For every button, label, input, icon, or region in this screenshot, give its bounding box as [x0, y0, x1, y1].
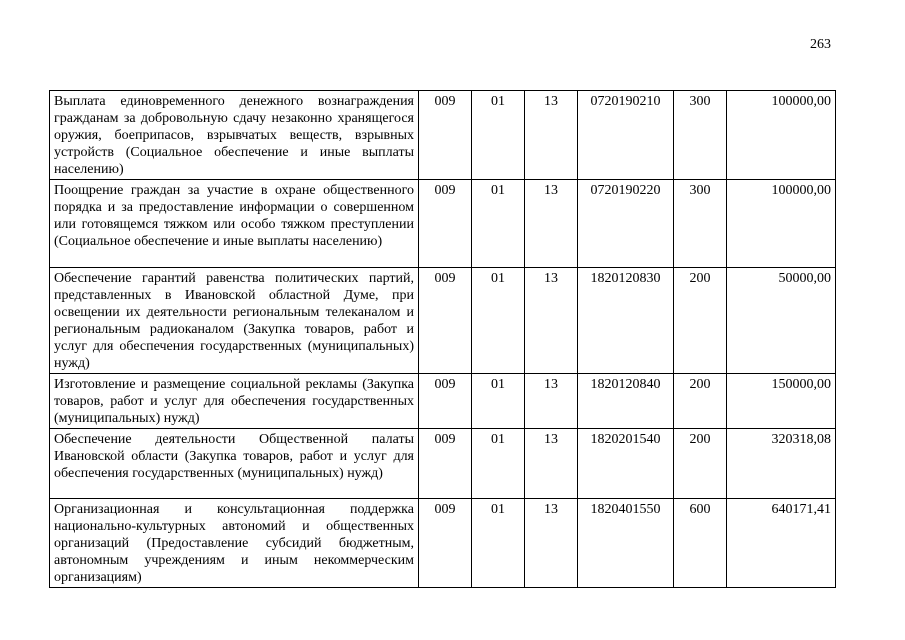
section-code: 01: [472, 374, 525, 429]
expense-type-code: 200: [674, 374, 727, 429]
ministry-code: 009: [419, 429, 472, 499]
budget-table: [49, 90, 836, 588]
table-row: [50, 180, 836, 268]
table-row: [50, 268, 836, 374]
subsection-code: 13: [525, 91, 578, 180]
amount-cell: 320318,08: [727, 429, 836, 499]
expense-type-code: 600: [674, 499, 727, 588]
amount-cell: 100000,00: [727, 180, 836, 268]
target-item-code: 1820201540: [578, 429, 674, 499]
section-code: 01: [472, 499, 525, 588]
amount-cell: 640171,41: [727, 499, 836, 588]
subsection-code: 13: [525, 374, 578, 429]
expense-type-code: 300: [674, 180, 727, 268]
amount-cell: 50000,00: [727, 268, 836, 374]
section-code: 01: [472, 91, 525, 180]
amount-cell: 150000,00: [727, 374, 836, 429]
ministry-code: 009: [419, 374, 472, 429]
table-row: [50, 429, 836, 499]
row-description: Обеспечение деятельности Общественной палаты Ивановской области (Закупка товаров, работ и услуг для обеспечения государственных (муниципальных) нужд): [50, 429, 419, 499]
row-description: Выплата единовременного денежного вознаграждения гражданам за добровольную сдачу незаконно хранящегося оружия, боеприпасов, взрывчатых веществ, взрывных устройств (Социальное обеспечение и иные выплаты населению): [50, 91, 419, 180]
section-code: 01: [472, 429, 525, 499]
table-row: [50, 91, 836, 180]
subsection-code: 13: [525, 180, 578, 268]
page-number: 263: [810, 37, 831, 52]
ministry-code: 009: [419, 268, 472, 374]
section-code: 01: [472, 180, 525, 268]
subsection-code: 13: [525, 268, 578, 374]
section-code: 01: [472, 268, 525, 374]
ministry-code: 009: [419, 91, 472, 180]
expense-type-code: 200: [674, 268, 727, 374]
row-description: Обеспечение гарантий равенства политических партий, представленных в Ивановской областной Думе, при освещении их деятельности региональным телеканалом и региональным радиоканалом (Закупка товаров, работ и услуг для обеспечения государственных (муниципальных) нужд): [50, 268, 419, 374]
row-description: Поощрение граждан за участие в охране общественного порядка и за предоставление информации о совершенном или готовящемся тяжком или особо тяжком преступлении (Социальное обеспечение и иные выплаты населению): [50, 180, 419, 268]
target-item-code: 1820401550: [578, 499, 674, 588]
subsection-code: 13: [525, 499, 578, 588]
target-item-code: 0720190210: [578, 91, 674, 180]
expense-type-code: 200: [674, 429, 727, 499]
table-row: [50, 499, 836, 588]
amount-cell: 100000,00: [727, 91, 836, 180]
target-item-code: 1820120830: [578, 268, 674, 374]
target-item-code: 0720190220: [578, 180, 674, 268]
table-row: [50, 374, 836, 429]
ministry-code: 009: [419, 499, 472, 588]
row-description: Изготовление и размещение социальной рекламы (Закупка товаров, работ и услуг для обеспечения государственных (муниципальных) нужд): [50, 374, 419, 429]
target-item-code: 1820120840: [578, 374, 674, 429]
row-description: Организационная и консультационная поддержка национально-культурных автономий и общественных организаций (Предоставление субсидий бюджетным, автономным учреждениям и иным некоммерческим организациям): [50, 499, 419, 588]
expense-type-code: 300: [674, 91, 727, 180]
subsection-code: 13: [525, 429, 578, 499]
ministry-code: 009: [419, 180, 472, 268]
